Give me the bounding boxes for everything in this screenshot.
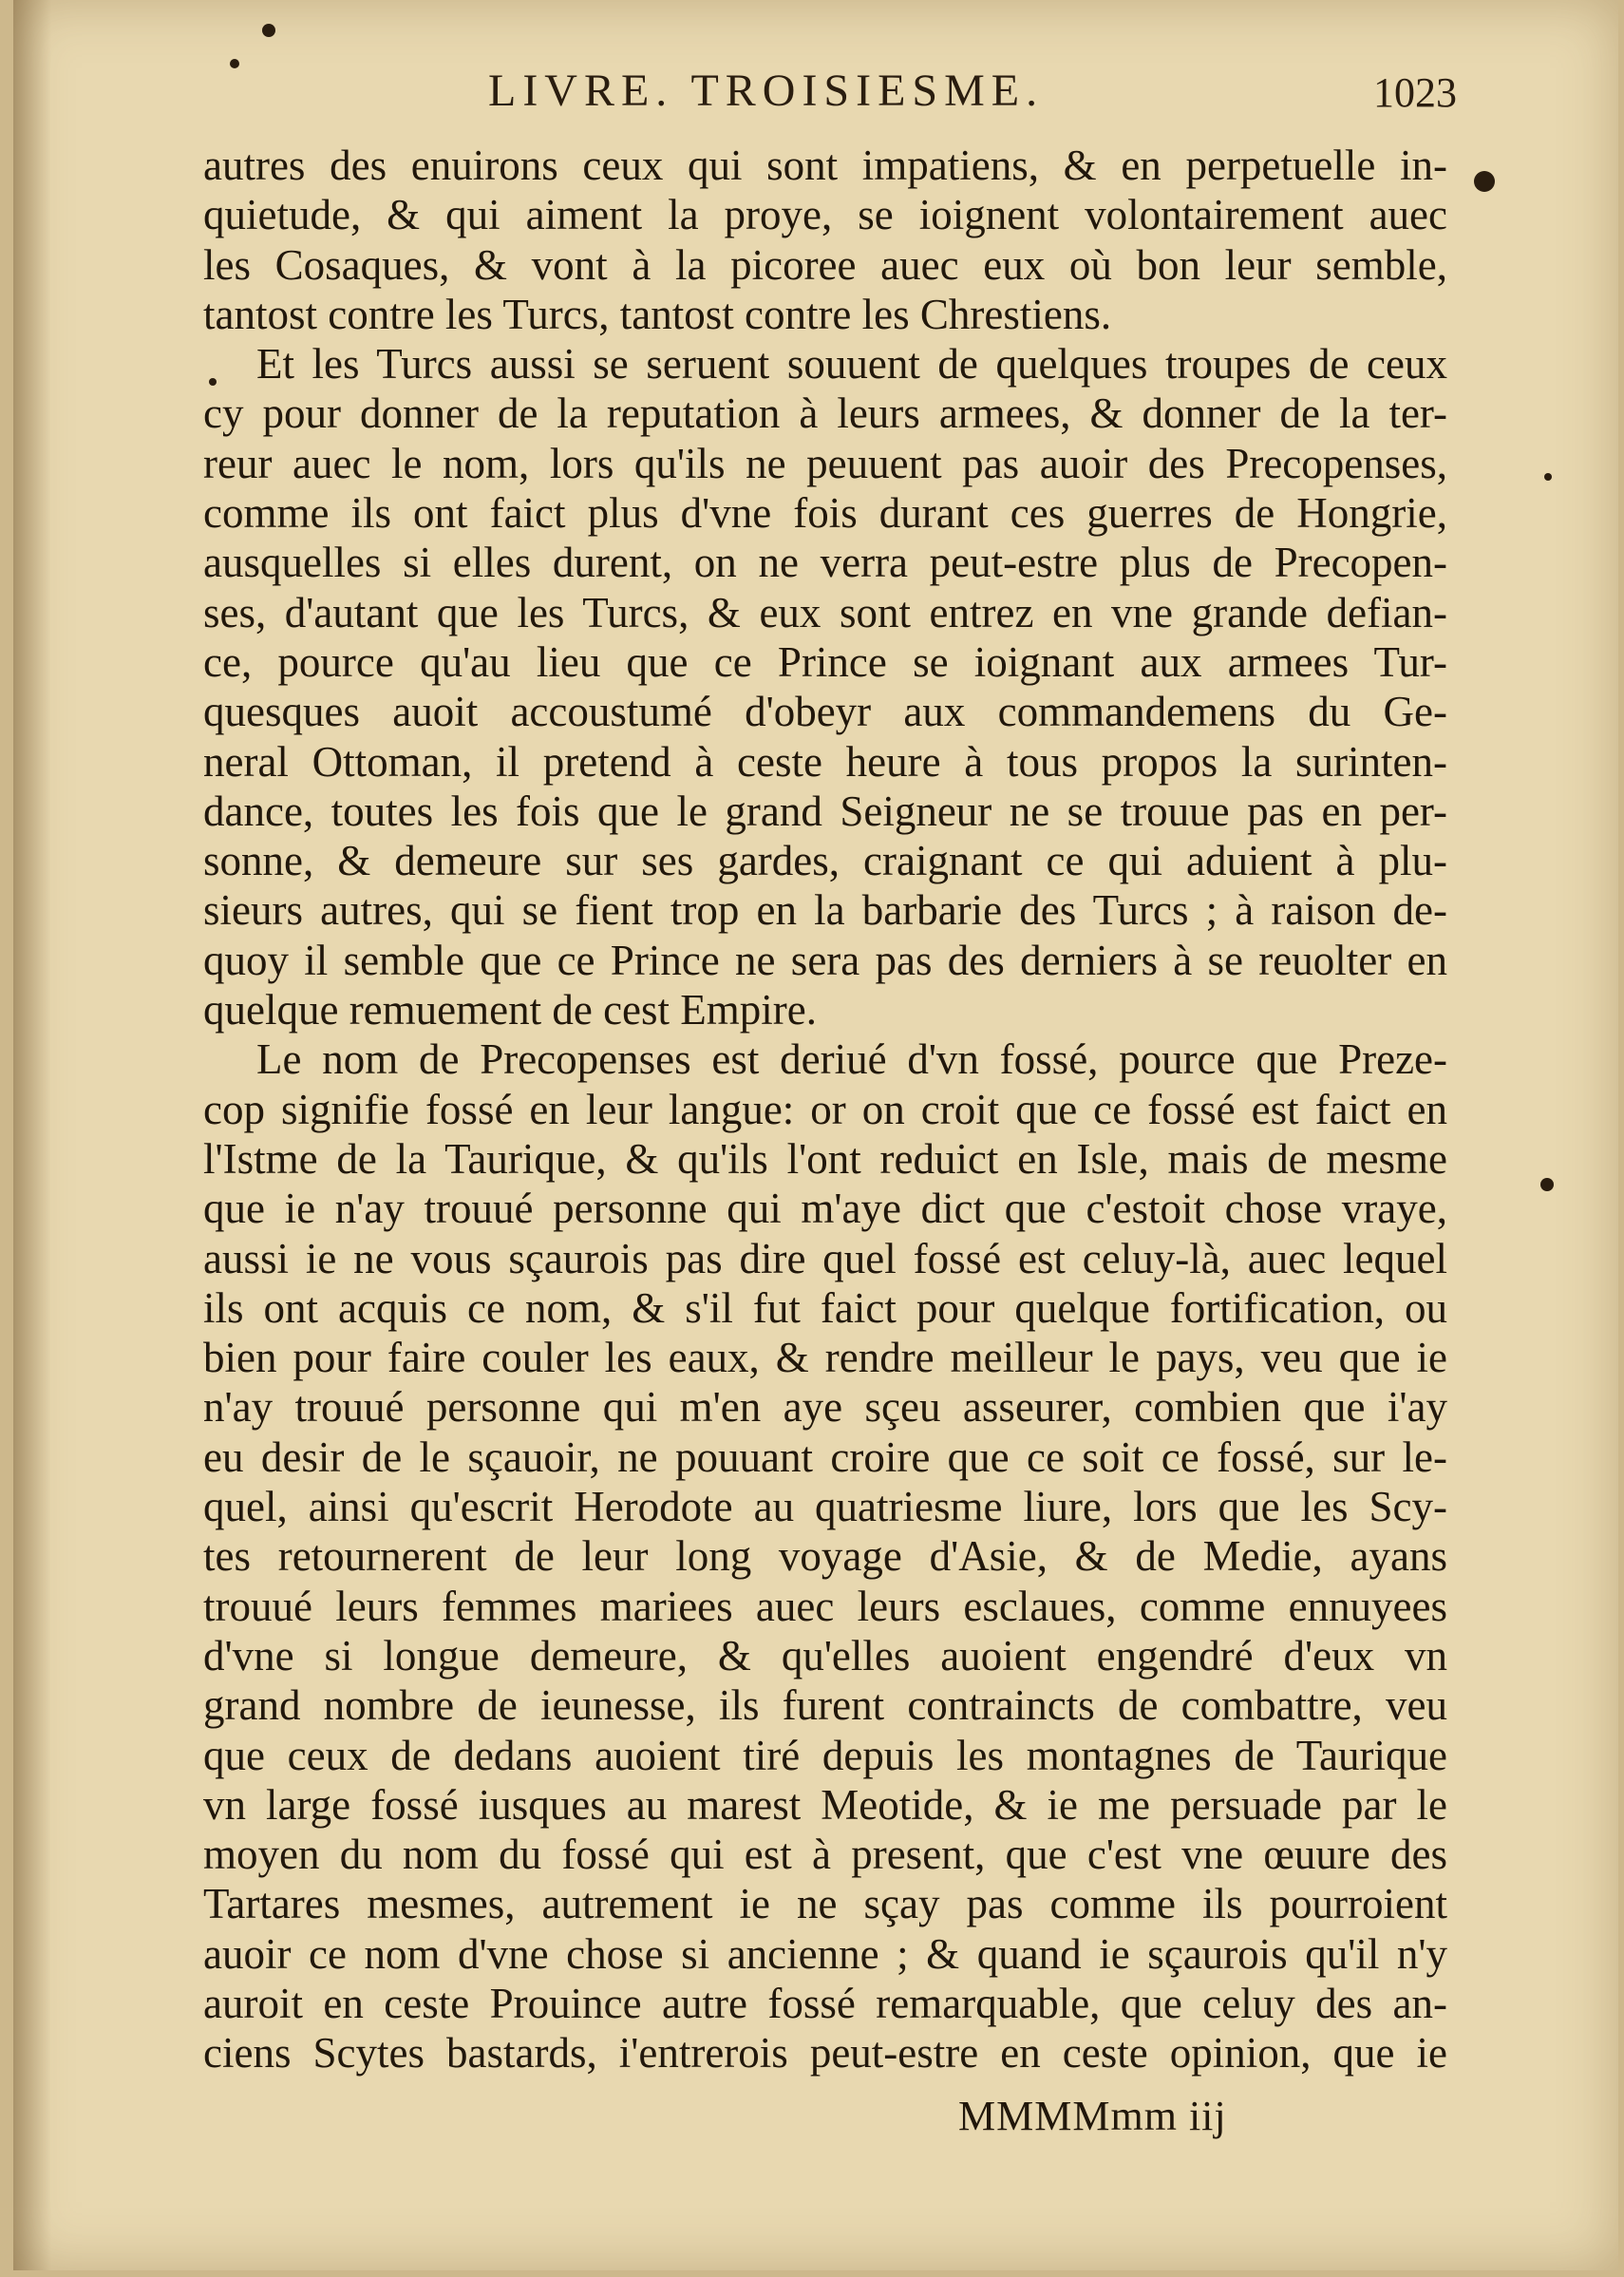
text-line: ausquelles si elles durent, on ne verra peut-estre plus de Precopen- — [203, 539, 1447, 587]
text-line: tes retournerent de leur long voyage d'Asie, & de Medie, ayans — [203, 1532, 1447, 1581]
text-line: grand nombre de ieunesse, ils furent contraincts de combattre, veu — [203, 1681, 1447, 1730]
text-line: cop signifie fossé en leur langue: or on croit que ce fossé est faict en — [203, 1085, 1447, 1133]
text-line: quelque remuement de cest Empire. — [203, 986, 817, 1034]
text-line: ses, d'autant que les Turcs, & eux sont entrez en vne grande defian- — [203, 588, 1447, 636]
text-line: vn large fossé iusques au marest Meotide, & ie me persuade par le — [203, 1780, 1447, 1829]
ink-speck — [1540, 1178, 1554, 1191]
text-line: bien pour faire couler les eaux, & rendre meilleur le pays, veu que ie — [203, 1334, 1447, 1382]
text-line: cy pour donner de la reputation à leurs armees, & donner de la ter- — [203, 389, 1447, 438]
running-head: LIVRE. TROISIESME. — [488, 66, 1045, 116]
text-line: les Cosaques, & vont à la picoree auec eux où bon leur semble, — [203, 240, 1447, 289]
text-line: sonne, & demeure sur ses gardes, craignant ce qui aduient à plu- — [203, 837, 1447, 885]
text-line: autres des enuirons ceux qui sont impatiens, & en perpetuelle in- — [203, 142, 1447, 189]
text-line: Le nom de Precopenses est deriué d'vn fossé, pource que Preze- — [256, 1035, 1447, 1084]
text-line: trouué leurs femmes mariees auec leurs esclaues, comme ennuyees — [203, 1582, 1447, 1630]
book-page — [13, 0, 1618, 2270]
text-line: d'vne si longue demeure, & qu'elles auoient engendré d'eux vn — [203, 1631, 1447, 1679]
text-line: auroit en ceste Prouince autre fossé remarquable, que celuy des an- — [203, 1979, 1447, 2027]
page-number: 1023 — [1373, 69, 1457, 116]
text-line: n'ay trouué personne qui m'en aye sçeu asseurer, combien que i'ay — [203, 1383, 1447, 1432]
text-line: l'Istme de la Taurique, & qu'ils l'ont reduict en Isle, mais de mesme — [203, 1134, 1447, 1183]
signature-mark: MMMMmm iij — [958, 2093, 1227, 2139]
text-line: neral Ottoman, il pretend à ceste heure à tous propos la surinten- — [203, 737, 1447, 786]
text-line: Tartares mesmes, autrement ie ne sçay pas comme ils pourroient — [203, 1880, 1447, 1928]
text-line: auoir ce nom d'vne chose si ancienne ; & quand ie sçaurois qu'il n'y — [203, 1929, 1447, 1978]
text-line: ciens Scytes bastards, i'entrerois peut-estre en ceste opinion, que ie — [203, 2029, 1447, 2078]
text-line: moyen du nom du fossé qui est à present, que c'est vne œuure des — [203, 1831, 1447, 1879]
text-line: sieurs autres, qui se fient trop en la barbarie des Turcs ; à raison de- — [203, 886, 1447, 935]
text-line: dance, toutes les fois que le grand Seigneur ne se trouue pas en per- — [203, 787, 1447, 835]
ink-speck — [209, 378, 217, 386]
text-line: quoy il semble que ce Prince ne sera pas des derniers à se reuolter en — [203, 936, 1447, 984]
text-line: reur auec le nom, lors qu'ils ne peuuent pas auoir des Precopenses, — [203, 439, 1447, 487]
text-line: quel, ainsi qu'escrit Herodote au quatriesme liure, lors que les Scy- — [203, 1483, 1447, 1531]
ink-speck — [230, 59, 239, 68]
ink-speck — [1474, 171, 1495, 192]
text-line: ce, pource qu'au lieu que ce Prince se ioignant aux armees Tur- — [203, 637, 1447, 686]
body-text — [203, 141, 1447, 2078]
text-line: comme ils ont faict plus d'vne fois durant ces guerres de Hongrie, — [203, 489, 1447, 538]
text-line: ils ont acquis ce nom, & s'il fut faict pour quelque fortification, ou — [203, 1283, 1447, 1332]
text-line: eu desir de le sçauoir, ne pouuant croire que ce soit ce fossé, sur le- — [203, 1433, 1447, 1481]
ink-speck — [1544, 473, 1552, 481]
text-line: aussi ie ne vous sçaurois pas dire quel fossé est celuy-là, auec lequel — [203, 1234, 1447, 1282]
text-line: quietude, & qui aiment la proye, se ioignent volontairement auec — [203, 191, 1447, 239]
gutter-shadow — [13, 0, 51, 2270]
page-header — [203, 65, 1457, 131]
text-line: quesques auoit accoustumé d'obeyr aux commandemens du Ge- — [203, 688, 1447, 736]
text-line: que ceux de dedans auoient tiré depuis les montagnes de Taurique — [203, 1731, 1447, 1779]
text-line: que ie n'ay trouué personne qui m'aye dict que c'estoit chose vraye, — [203, 1185, 1447, 1233]
text-line: tantost contre les Turcs, tantost contre les Chrestiens. — [203, 290, 1112, 338]
text-line: Et les Turcs aussi se seruent souuent de quelques troupes de ceux — [256, 340, 1447, 389]
ink-speck — [262, 24, 275, 37]
